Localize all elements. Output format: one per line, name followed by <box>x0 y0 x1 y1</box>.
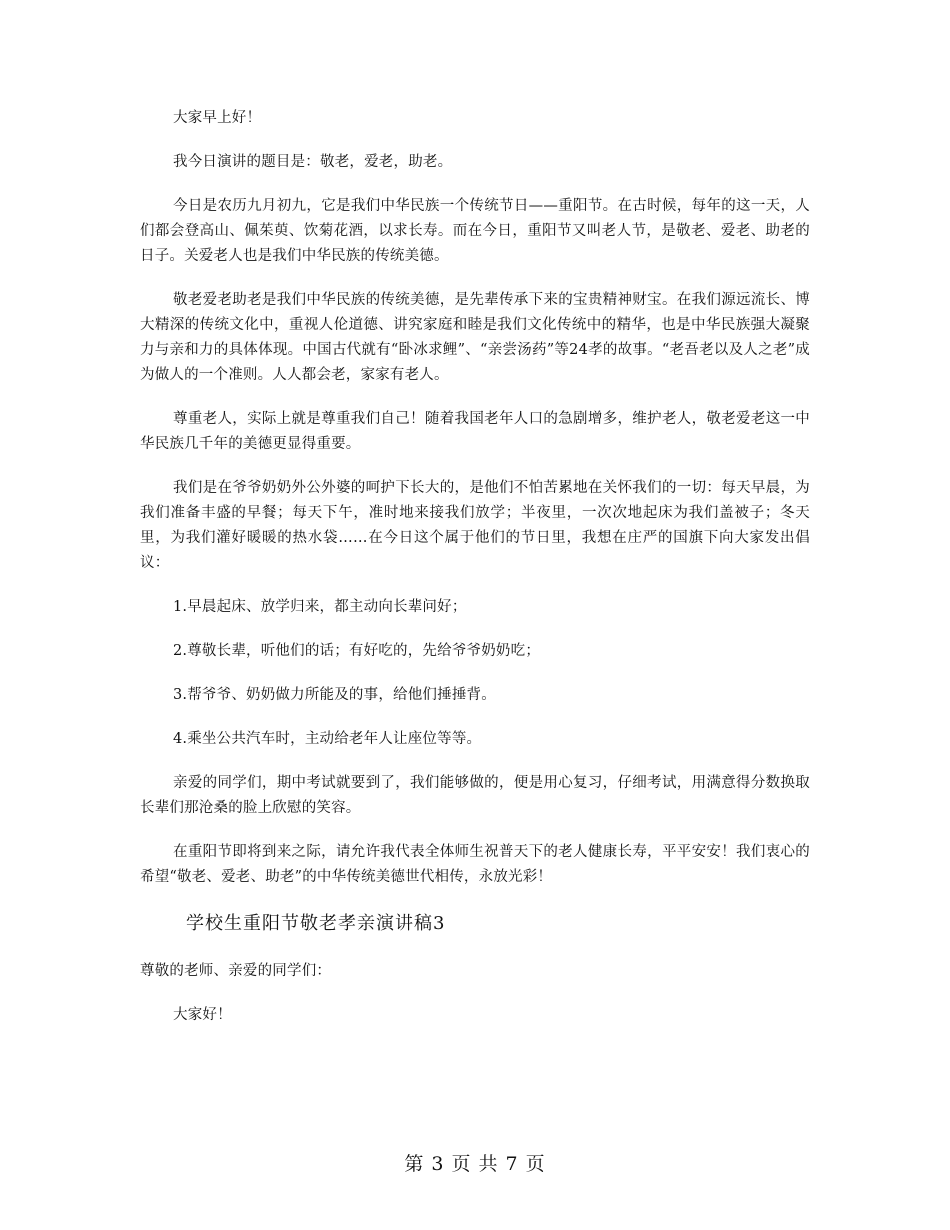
paragraph: 在重阳节即将到来之际，请允许我代表全体师生祝普天下的老人健康长寿，平平安安！我们衷心的希望“敬老、爱老、助老”的中华传统美德世代相传，永放光彩！ <box>140 844 810 885</box>
list-item: 3.帮爷爷、奶奶做力所能及的事，给他们捶捶背。 <box>173 687 496 703</box>
paragraph: 大家早上好！ <box>173 110 262 126</box>
paragraph: 尊重老人，实际上就是尊重我们自己！随着我国老年人口的急剧增多，维护老人，敬老爱老这一中华民族几千年的美德更显得重要。 <box>140 411 810 452</box>
paragraph: 我们是在爷爷奶奶外公外婆的呵护下长大的，是他们不怕苦累地在关怀我们的一切：每天早晨，为我们准备丰盛的早餐；每天下午，准时地来接我们放学；半夜里，一次次地起床为我们盖被子；冬天里，为我们灌好暖暖的热水袋……在今日这个属于他们的节日里，我想在庄严的国旗下向大家发出倡议： <box>140 480 810 571</box>
paragraph: 敬老爱老助老是我们中华民族的传统美德，是先辈传承下来的宝贵精神财宝。在我们源远流长、博大精深的传统文化中，重视人伦道德、讲究家庭和睦是我们文化传统中的精华，也是中华民族强大凝聚力与亲和力的具体体现。中国古代就有“卧冰求鲤”、“亲尝汤药”等24孝的故事。“老吾老以及人之老”成为做人的一个准则。人人都会老，家家有老人。 <box>140 292 810 383</box>
paragraph: 亲爱的同学们，期中考试就要到了，我们能够做的，便是用心复习，仔细考试，用满意得分数换取长辈们那沧桑的脸上欣慰的笑容。 <box>140 775 810 816</box>
list-item: 2.尊敬长辈，听他们的话；有好吃的，先给爷爷奶奶吃； <box>173 643 541 659</box>
section-heading: 学校生重阳节敬老孝亲演讲稿3 <box>186 913 446 934</box>
paragraph: 我今日演讲的题目是：敬老，爱老，助老。 <box>173 154 453 170</box>
list-item: 1.早晨起床、放学归来，都主动向长辈问好； <box>173 599 467 615</box>
paragraph: 今日是农历九月初九，它是我们中华民族一个传统节日——重阳节。在古时候，每年的这一天，人们都会登高山、佩茱萸、饮菊花酒，以求长寿。而在今日，重阳节又叫老人节，是敬老、爱老、助老的日子。关爱老人也是我们中华民族的传统美德。 <box>140 198 810 264</box>
page-number-footer: 第 3 页 共 7 页 <box>404 1153 546 1175</box>
greeting: 大家好！ <box>173 1007 232 1023</box>
list-item: 4.乘坐公共汽车时，主动给老年人让座位等等。 <box>173 731 482 747</box>
document-body <box>140 106 810 1047</box>
salutation: 尊敬的老师、亲爱的同学们： <box>140 963 332 979</box>
